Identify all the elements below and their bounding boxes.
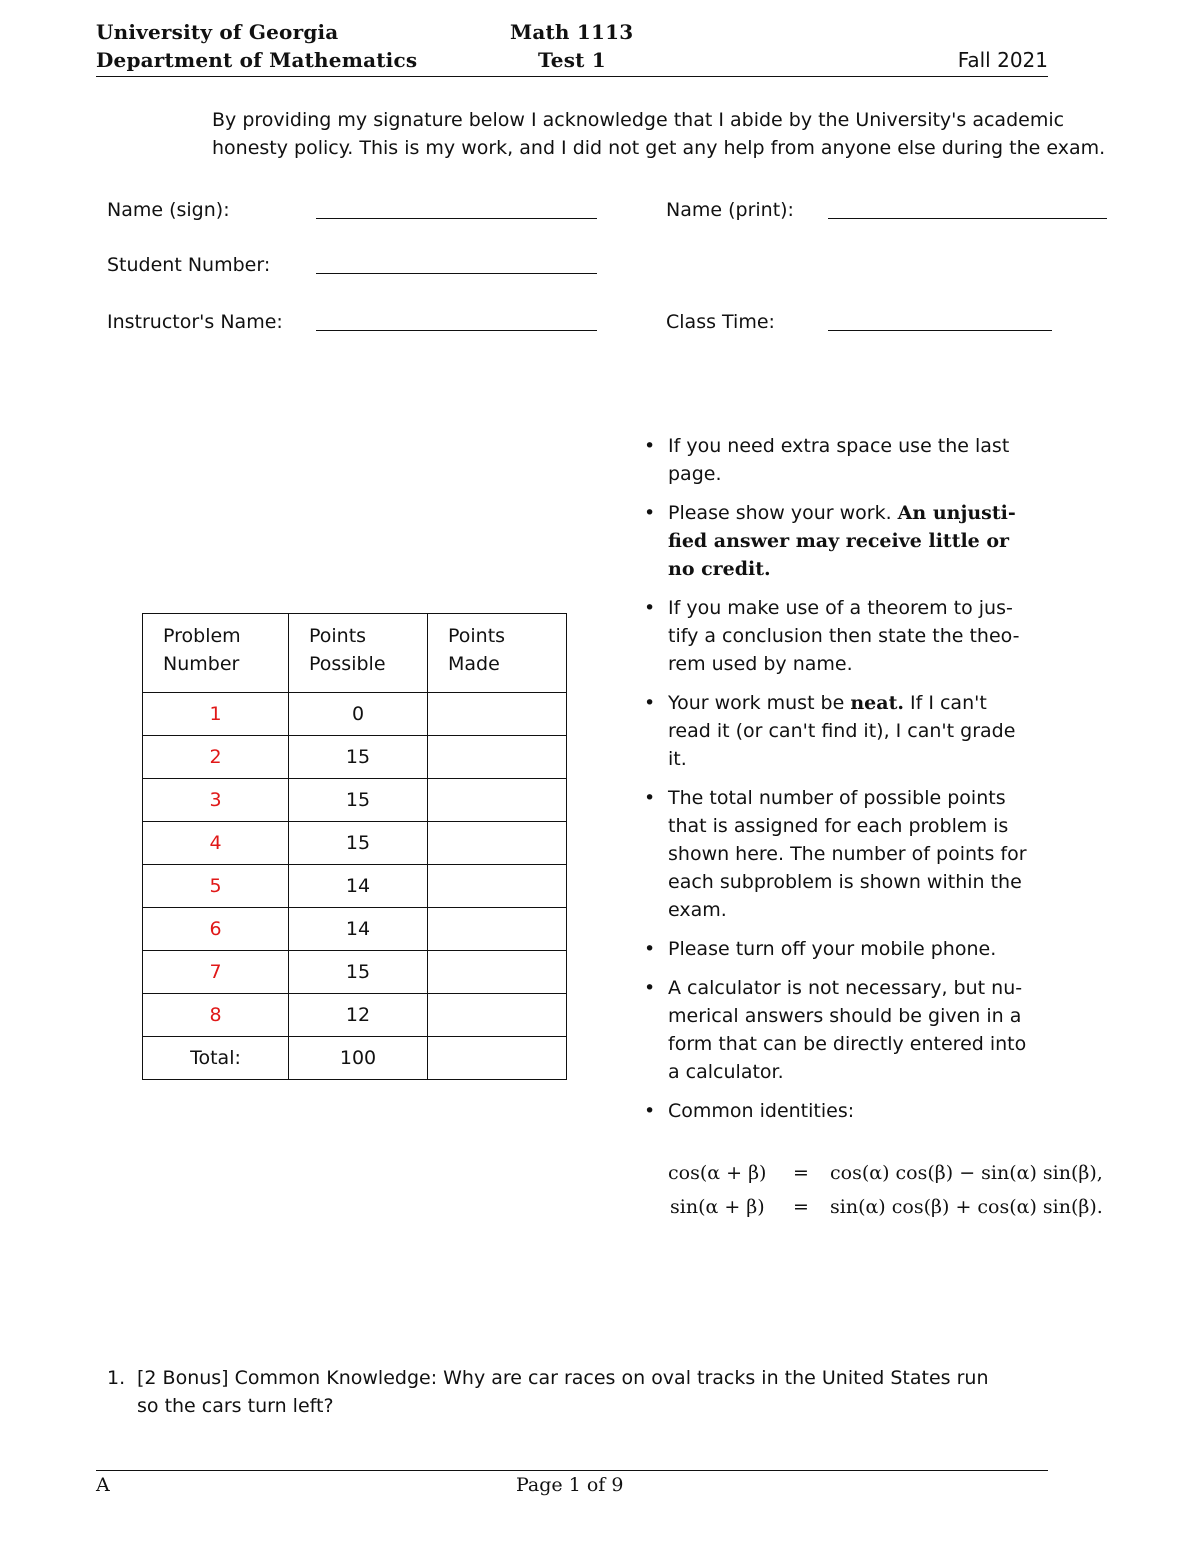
table-row <box>143 865 567 908</box>
problem-number: 5 <box>143 865 289 908</box>
table-total-row <box>143 1037 567 1080</box>
total-made[interactable] <box>428 1037 567 1080</box>
table-row <box>143 994 567 1037</box>
name-print-field[interactable] <box>828 218 1107 219</box>
problem-number: 4 <box>143 822 289 865</box>
name-sign-label: Name (sign): <box>107 199 230 221</box>
table-row <box>143 693 567 736</box>
points-made[interactable] <box>428 779 567 822</box>
instruction-item: • Please turn off your mobile phone. <box>642 935 1054 963</box>
question-number: 1. <box>107 1367 126 1389</box>
header-points-possible: Points Possible <box>289 614 428 693</box>
points-made[interactable] <box>428 736 567 779</box>
bullet-icon: • <box>644 597 656 619</box>
bullet-icon: • <box>644 977 656 999</box>
identity-cos-rhs: cos(α) cos(β) − sin(α) sin(β), <box>830 1162 1103 1184</box>
bullet-icon: • <box>644 1100 656 1122</box>
table-row <box>143 908 567 951</box>
honesty-line-1: By providing my signature below I acknowledge that I abide by the University's academic <box>212 109 1065 131</box>
bullet-icon: • <box>644 938 656 960</box>
honesty-line-2: honesty policy. This is my work, and I did not get any help from anyone else during the exam. <box>212 137 1106 159</box>
points-possible: 0 <box>289 693 428 736</box>
class-time-label: Class Time: <box>666 311 775 333</box>
bullet-icon: • <box>644 435 656 457</box>
points-possible: 12 <box>289 994 428 1037</box>
table-header-row <box>143 614 567 693</box>
table-row <box>143 951 567 994</box>
points-made[interactable] <box>428 951 567 994</box>
points-possible: 14 <box>289 908 428 951</box>
name-print-label: Name (print): <box>666 199 794 221</box>
instructor-label: Instructor's Name: <box>107 311 283 333</box>
identity-equals: = <box>793 1196 809 1218</box>
problem-number: 7 <box>143 951 289 994</box>
points-made[interactable] <box>428 822 567 865</box>
header-rule <box>96 76 1048 77</box>
points-possible: 15 <box>289 822 428 865</box>
points-possible: 15 <box>289 736 428 779</box>
question-text-line-1: [2 Bonus] Common Knowledge: Why are car races on oval tracks in the United States run <box>137 1367 989 1389</box>
table-row <box>143 822 567 865</box>
student-number-label: Student Number: <box>107 254 271 276</box>
table-row <box>143 779 567 822</box>
header-points-made: Points Made <box>428 614 567 693</box>
points-made[interactable] <box>428 865 567 908</box>
header-problem-number: Problem Number <box>143 614 289 693</box>
bullet-icon: • <box>644 502 656 524</box>
student-number-field[interactable] <box>316 273 597 274</box>
footer-page-number: Page 1 of 9 <box>516 1474 624 1496</box>
points-possible: 14 <box>289 865 428 908</box>
problem-number: 6 <box>143 908 289 951</box>
course-name: Math 1113 <box>510 20 634 44</box>
problem-number: 8 <box>143 994 289 1037</box>
identity-cos-lhs: cos(α + β) <box>668 1162 767 1184</box>
identity-equals: = <box>793 1162 809 1184</box>
identity-sin-lhs: sin(α + β) <box>670 1196 765 1218</box>
points-made[interactable] <box>428 994 567 1037</box>
question-text-line-2: so the cars turn left? <box>137 1395 334 1417</box>
points-made[interactable] <box>428 693 567 736</box>
instruction-item: • Your work must be neat. If I can't read it (or can't find it), I can't grade it. <box>642 689 1054 773</box>
identity-sin-rhs: sin(α) cos(β) + cos(α) sin(β). <box>830 1196 1103 1218</box>
term: Fall 2021 <box>957 48 1048 72</box>
department-name: Department of Mathematics <box>96 48 418 72</box>
footer-version: A <box>96 1474 110 1496</box>
footer-rule <box>96 1470 1048 1471</box>
test-name: Test 1 <box>538 48 606 72</box>
total-label: Total: <box>143 1037 289 1080</box>
university-name: University of Georgia <box>96 20 339 44</box>
bullet-icon: • <box>644 787 656 809</box>
grade-table <box>142 613 567 1080</box>
total-points: 100 <box>289 1037 428 1080</box>
problem-number: 3 <box>143 779 289 822</box>
points-made[interactable] <box>428 908 567 951</box>
instruction-item: • The total number of possible points that is assigned for each problem is shown here. The number of points for each subproblem is shown within the exam. <box>642 784 1054 924</box>
instruction-item: • If you make use of a theorem to jus- tify a conclusion then state the theo- rem used by name. <box>642 594 1054 678</box>
problem-number: 1 <box>143 693 289 736</box>
problem-number: 2 <box>143 736 289 779</box>
points-possible: 15 <box>289 779 428 822</box>
instructions-list <box>642 432 1054 1136</box>
instruction-item: • Please show your work. An unjusti- fied answer may receive little or no credit. <box>642 499 1054 583</box>
bullet-icon: • <box>644 692 656 714</box>
table-row <box>143 736 567 779</box>
name-sign-field[interactable] <box>316 218 597 219</box>
instruction-item: • Common identities: <box>642 1097 1054 1125</box>
instruction-item: • A calculator is not necessary, but nu- merical answers should be given in a form that can be directly entered into a calculator. <box>642 974 1054 1086</box>
instruction-item: • If you need extra space use the last page. <box>642 432 1054 488</box>
class-time-field[interactable] <box>828 330 1052 331</box>
points-possible: 15 <box>289 951 428 994</box>
instructor-field[interactable] <box>316 330 597 331</box>
